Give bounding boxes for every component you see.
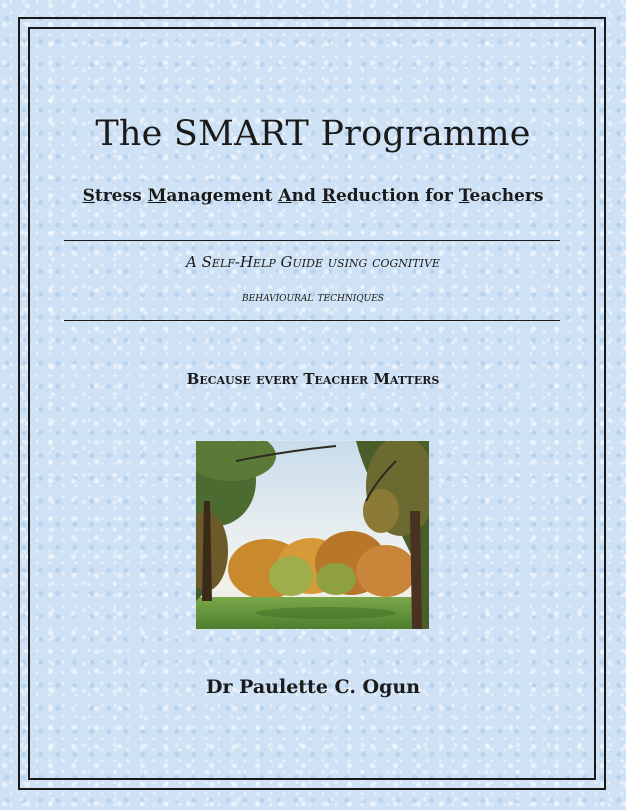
subtitle-word: anagement (166, 186, 279, 206)
guide-line-1: A Self-Help Guide using cognitive (186, 253, 440, 271)
author-name: Dr Paulette C. Ogun (205, 676, 421, 698)
subtitle-initial: T (458, 186, 470, 206)
subtitle-word: eachers (469, 186, 544, 206)
subtitle-initial: M (147, 186, 167, 206)
subtitle-initial: R (321, 186, 336, 206)
book-title: The SMART Programme (95, 114, 531, 154)
subtitle-initial: S (82, 186, 95, 206)
guide-line-2: behavioural techniques (242, 290, 384, 305)
subtitle-word: eduction for (335, 186, 459, 206)
autumn-park-photo (196, 441, 429, 629)
subtitle-initial: A (278, 186, 292, 206)
divider-bottom (64, 320, 560, 321)
book-subtitle (0, 186, 626, 206)
tagline: Because every Teacher Matters (186, 370, 440, 388)
subtitle-word: nd (291, 186, 322, 206)
subtitle-word: tress (94, 186, 148, 206)
divider-top (64, 240, 560, 241)
